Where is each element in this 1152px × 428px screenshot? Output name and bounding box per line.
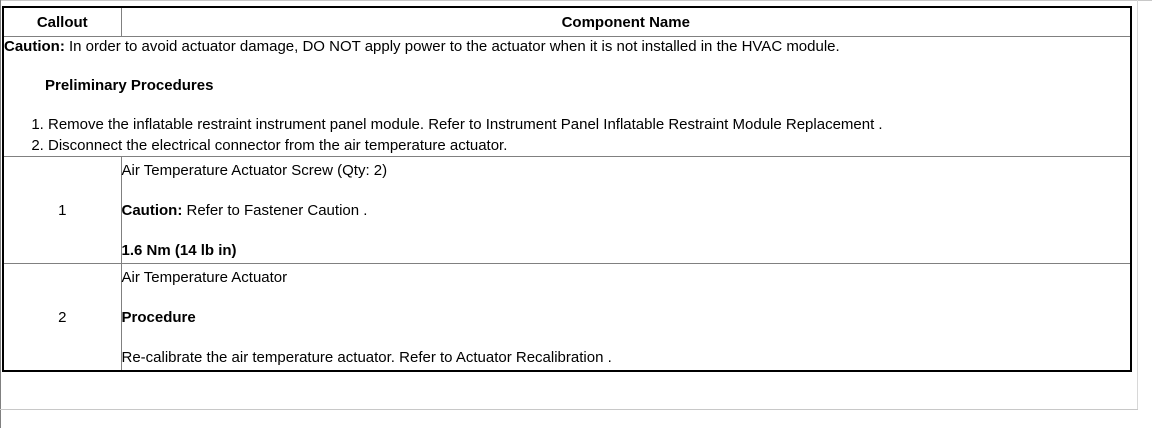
- spacer: [122, 290, 1131, 304]
- caution-notice: [4, 37, 1130, 63]
- page-top-rule: [0, 0, 1152, 1]
- component-cell: [121, 264, 1131, 372]
- caution-text: In order to avoid actuator damage, DO NOT apply power to the actuator when it is not installed in the HVAC module.: [64, 38, 840, 55]
- procedure-table: [2, 6, 1132, 372]
- component-name-column-header: Component Name: [121, 7, 1131, 37]
- preliminary-step: 2. Disconnect the electrical connector from the air temperature actuator.: [48, 135, 1130, 156]
- table-row: [3, 157, 1131, 264]
- preliminary-procedures-heading: Preliminary Procedures: [45, 77, 214, 94]
- page-left-rule: [0, 0, 1, 428]
- preliminary-step: 1. Remove the inflatable restraint instrument panel module. Refer to Instrument Panel Inflatable Restraint Module Replacement .: [48, 114, 1130, 135]
- fastener-caution-label: Caution:: [121, 202, 183, 219]
- procedure-heading: Procedure: [121, 309, 196, 326]
- spacer: [122, 223, 1131, 237]
- fastener-caution: [122, 197, 1131, 223]
- torque-spec: 1.6 Nm (14 lb in): [121, 242, 237, 259]
- component-name: Air Temperature Actuator: [121, 269, 288, 286]
- table-row: [3, 264, 1131, 372]
- page-bottom-rule: [0, 409, 1138, 410]
- fastener-caution-text: Refer to Fastener Caution .: [182, 202, 368, 219]
- preliminary-section-row: [3, 37, 1131, 157]
- component-cell: [121, 157, 1131, 264]
- procedure-text: Re-calibrate the air temperature actuator. Refer to Actuator Recalibration .: [121, 349, 612, 366]
- table-header-row: [3, 7, 1131, 37]
- callout-number: 1: [3, 157, 121, 264]
- callout-column-header: Callout: [3, 7, 121, 37]
- callout-number: 2: [3, 264, 121, 372]
- preliminary-section-cell: [3, 37, 1131, 157]
- spacer: [122, 183, 1131, 197]
- component-name: Air Temperature Actuator Screw (Qty: 2): [121, 162, 388, 179]
- spacer: [122, 330, 1131, 344]
- page-right-rule: [1137, 0, 1138, 410]
- preliminary-steps-list: [4, 114, 1130, 156]
- caution-label: Caution:: [4, 38, 65, 55]
